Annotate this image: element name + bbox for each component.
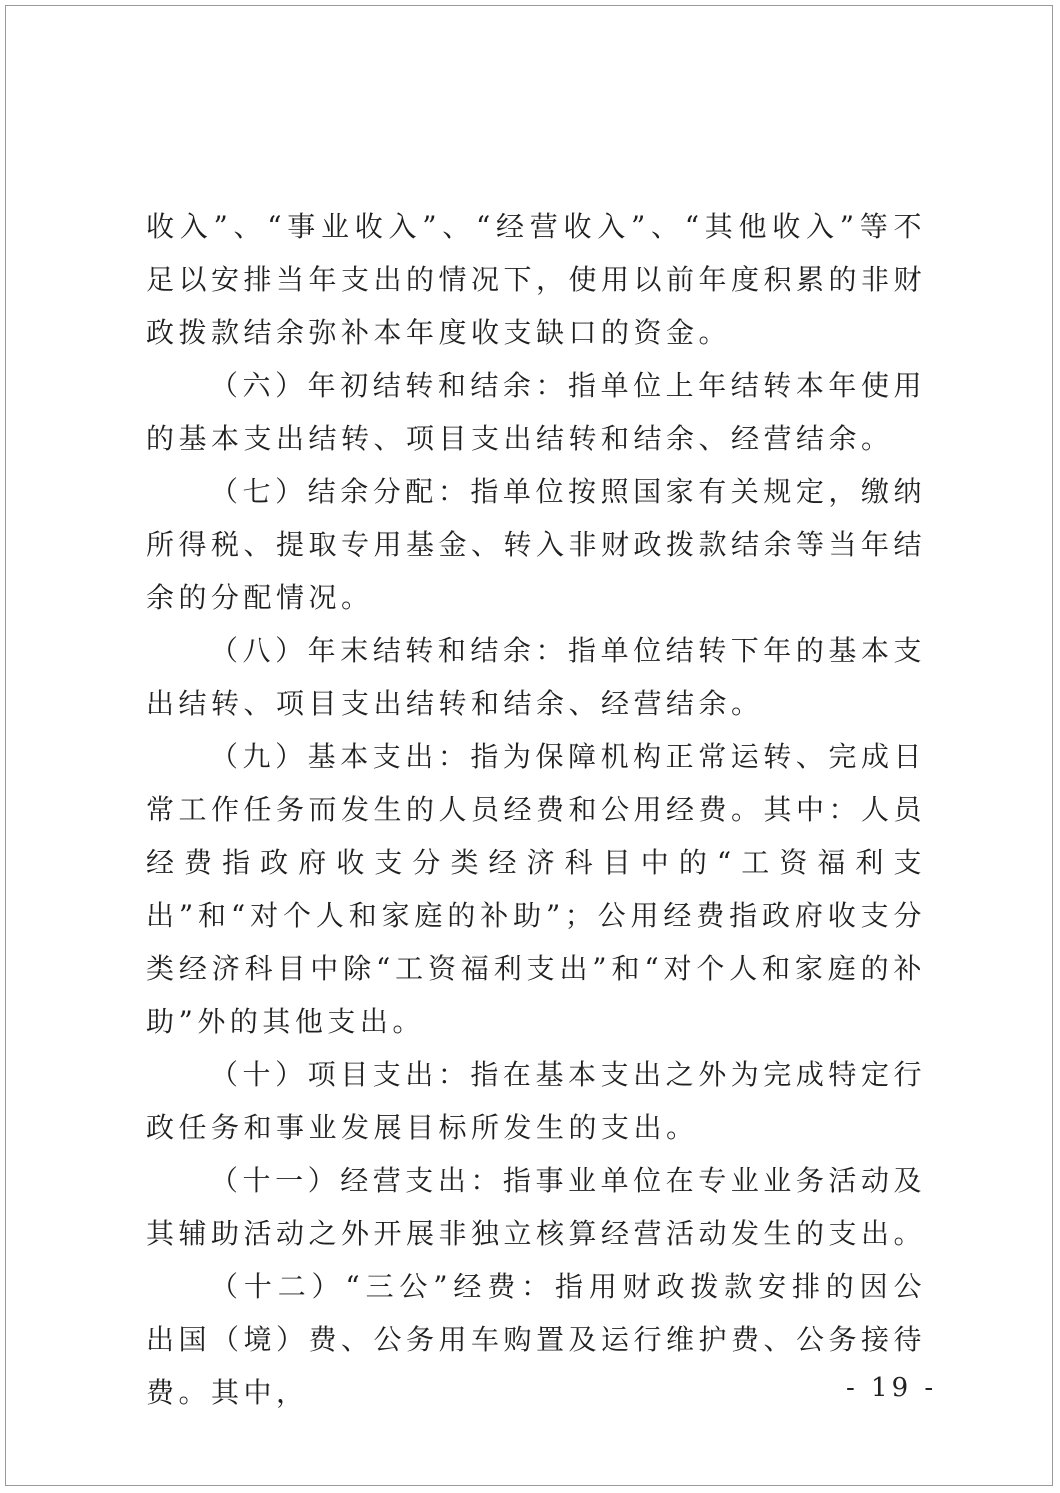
paragraph-item-12: （十二）“三公”经费：指用财政拨款安排的因公出国（境）费、公务用车购置及运行维护费、公务接待费。其中， — [146, 1270, 927, 1409]
paragraph-item-7: （七）结余分配：指单位按照国家有关规定，缴纳所得税、提取专用基金、转入非财政拨款结余等当年结余的分配情况。 — [146, 475, 927, 614]
page-frame — [5, 5, 1053, 1486]
paragraph-item-8: （八）年末结转和结余：指单位结转下年的基本支出结转、项目支出结转和结余、经营结余。 — [146, 634, 926, 720]
paragraph-item-6: （六）年初结转和结余：指单位上年结转本年使用的基本支出结转、项目支出结转和结余、经营结余。 — [146, 369, 926, 455]
paragraph-item-11: （十一）经营支出：指事业单位在专业业务活动及其辅助活动之外开展非独立核算经营活动发生的支出。 — [146, 1164, 927, 1250]
paragraph-item-10: （十）项目支出：指在基本支出之外为完成特定行政任务和事业发展目标所发生的支出。 — [146, 1058, 926, 1144]
page-number: - 19 - — [846, 1373, 938, 1403]
paragraph-item-9: （九）基本支出：指为保障机构正常运转、完成日常工作任务而发生的人员经费和公用经费。其中：人员经费指政府收支分类经济科目中的“工资福利支出”和“对个人和家庭的补助”；公用经费指政府收支分类经济科目中除“工资福利支出”和“对个人和家庭的补助”外的其他支出。 — [146, 740, 927, 1038]
paragraph-income-continuation: 收入”、“事业收入”、“经营收入”、“其他收入”等不足以安排当年支出的情况下，使用以前年度积累的非财政拨款结余弥补本年度收支缺口的资金。 — [146, 210, 927, 349]
body-text — [146, 200, 926, 1419]
